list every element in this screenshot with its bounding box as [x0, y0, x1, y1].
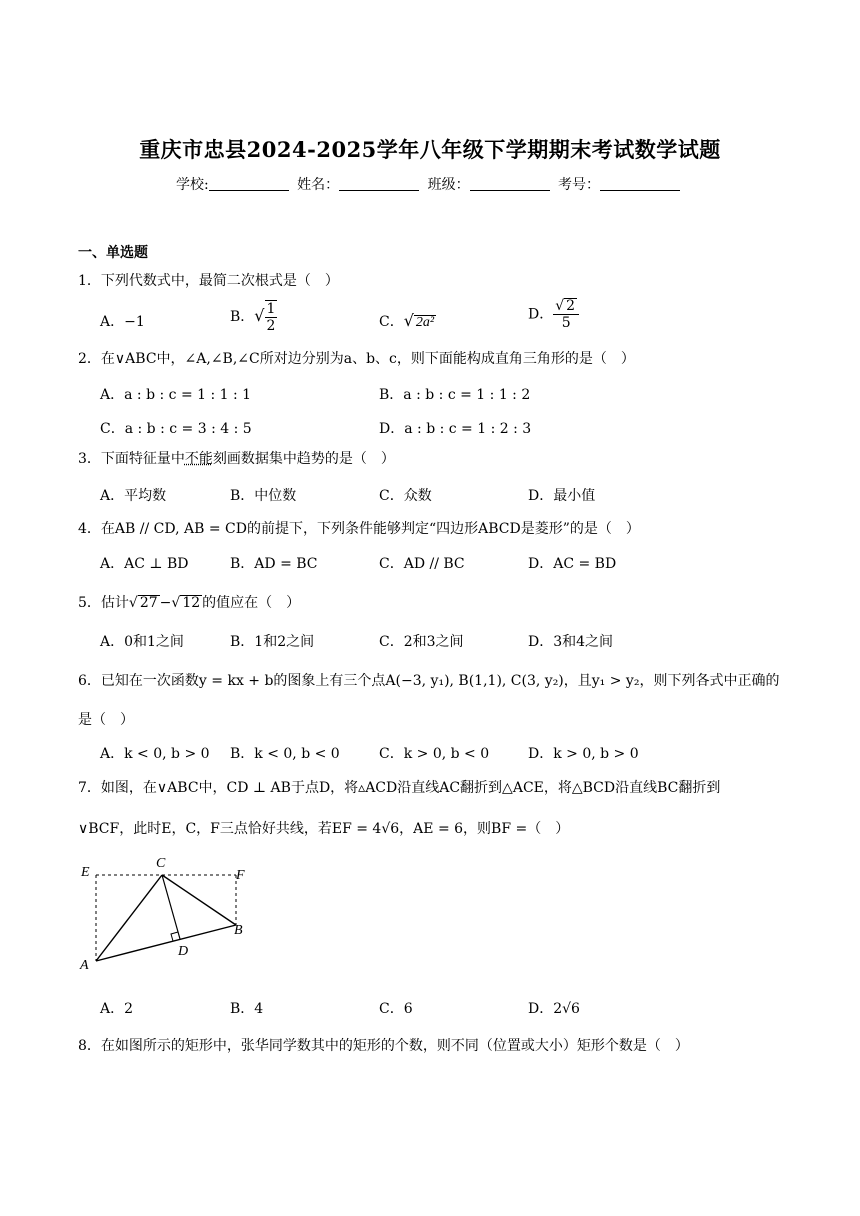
- q5-option-d[interactable]: D．3和4之间: [528, 634, 614, 650]
- q3-option-a[interactable]: A．平均数: [100, 488, 167, 504]
- q6-option-c[interactable]: C．k > 0, b < 0: [379, 746, 490, 762]
- question-text: 在AB // CD, AB = CD的前提下，下列条件能够判定“四边形ABCD是菱形”的是（ ）: [100, 521, 640, 537]
- q7-option-d[interactable]: D．2√6: [528, 1001, 580, 1017]
- question-number: 2．: [78, 351, 101, 367]
- question-6: [78, 670, 779, 690]
- question-number: 7．: [78, 780, 101, 796]
- question-text: 的值应在（ ）: [202, 595, 301, 611]
- question-1: [78, 270, 339, 290]
- question-number: 8．: [78, 1038, 101, 1054]
- q3-option-d[interactable]: D．最小值: [528, 488, 596, 504]
- fraction: [553, 298, 579, 331]
- option-letter: C．: [379, 314, 404, 330]
- q4-option-b[interactable]: B．AD = BC: [230, 556, 318, 572]
- q4-option-c[interactable]: C．AD // BC: [379, 556, 465, 572]
- question-4: [78, 518, 640, 538]
- sqrt-icon: √: [254, 306, 265, 325]
- q3-option-c[interactable]: C．众数: [379, 488, 432, 504]
- school-blank[interactable]: [209, 176, 289, 191]
- question-6-cont: 是（ ）: [78, 712, 134, 728]
- question-number: 1．: [78, 273, 101, 289]
- q4-option-d[interactable]: D．AC = BD: [528, 556, 617, 572]
- figure-label-c: C: [156, 856, 166, 871]
- question-5: [78, 592, 300, 612]
- exam-no-blank[interactable]: [600, 176, 680, 191]
- q2-option-d[interactable]: D．a : b : c = 1 : 2 : 3: [379, 421, 532, 437]
- class-label: 班级：: [427, 177, 470, 193]
- question-text: 已知在一次函数y = kx + b的图象上有三个点A(−3, y₁), B(1,1), C(3, y₂)，且y₁ > y₂，则下列各式中正确的: [100, 673, 780, 689]
- sqrt-icon: √: [171, 595, 181, 611]
- emphasis-text: 不能: [184, 451, 213, 467]
- section-heading: 一、单选题: [78, 245, 148, 261]
- q6-option-b[interactable]: B．k < 0, b < 0: [230, 746, 340, 762]
- question-text: 在如图所示的矩形中，张华同学数其中的矩形的个数，则不同（位置或大小）矩形个数是（ ）: [100, 1038, 689, 1054]
- exam-no-label: 考号：: [558, 177, 601, 193]
- question-text: 估计: [100, 595, 129, 611]
- question-3: [78, 448, 395, 468]
- minus-sign: −: [159, 595, 172, 611]
- line-ac: [96, 875, 162, 961]
- denominator: 5: [561, 315, 571, 331]
- question-text: 在∨ABC中，∠A,∠B,∠C所对边分别为a、b、c，则下面能构成直角三角形的是（ ）: [100, 351, 635, 367]
- q5-option-b[interactable]: B．1和2之间: [230, 634, 315, 650]
- figure-label-e: E: [81, 865, 90, 880]
- name-blank[interactable]: [339, 176, 419, 191]
- figure-label-f: F: [236, 868, 245, 883]
- numerator: [553, 298, 579, 315]
- page-title: 重庆市忠县2024-2025学年八年级下学期期末考试数学试题: [139, 137, 721, 162]
- question-text: 下面特征量中: [100, 451, 185, 467]
- q1-option-c[interactable]: [379, 311, 436, 331]
- q7-option-c[interactable]: C．6: [379, 1001, 413, 1017]
- figure-lines: [96, 875, 236, 961]
- name-label: 姓名：: [297, 177, 340, 193]
- q6-option-a[interactable]: A．k < 0, b > 0: [100, 746, 210, 762]
- school-label: 学校:: [175, 177, 209, 193]
- q7-option-a[interactable]: A．2: [100, 1001, 134, 1017]
- sqrt-icon: √: [403, 311, 414, 330]
- question-text: 刻画数据集中趋势的是（ ）: [212, 451, 395, 467]
- numerator: 1: [266, 301, 276, 317]
- q2-option-b[interactable]: B．a : b : c = 1 : 1 : 2: [379, 387, 531, 403]
- question-7: [78, 777, 720, 797]
- question-text: 下列代数式中，最简二次根式是（ ）: [100, 273, 339, 289]
- figure-label-a: A: [80, 958, 89, 973]
- q1-option-d[interactable]: [528, 298, 579, 331]
- radicand: 12: [182, 595, 201, 611]
- sqrt-icon: √: [555, 298, 565, 314]
- q5-option-a[interactable]: A．0和1之间: [100, 634, 184, 650]
- question-2: [78, 348, 635, 368]
- q6-option-d[interactable]: D．k > 0, b > 0: [528, 746, 639, 762]
- student-info-line: [0, 174, 860, 194]
- class-blank[interactable]: [470, 176, 550, 191]
- question-8: [78, 1035, 689, 1055]
- q3-option-b[interactable]: B．中位数: [230, 488, 297, 504]
- question-number: 3．: [78, 451, 101, 467]
- question-number: 4．: [78, 521, 101, 537]
- q2-option-a[interactable]: A．a : b : c = 1 : 1 : 1: [100, 387, 252, 403]
- radicand: 2a²: [415, 315, 435, 330]
- q7-option-b[interactable]: B．4: [230, 1001, 264, 1017]
- question-number: 6．: [78, 673, 101, 689]
- question-text: 如图，在∨ABC中，CD ⊥ AB于点D，将▵ACD沿直线AC翻折到△ACE，将△BCD沿直线BC翻折到: [100, 780, 721, 796]
- q1-option-b[interactable]: [230, 300, 277, 334]
- option-letter: D．: [528, 306, 554, 323]
- figure-label-d: D: [178, 944, 189, 959]
- q7-figure: [76, 852, 266, 974]
- question-7-cont: ∨BCF，此时E，C，F三点恰好共线，若EF = 4√6，AE = 6，则BF =（ ）: [78, 821, 570, 837]
- question-number: 5．: [78, 595, 101, 611]
- q4-option-a[interactable]: A．AC ⊥ BD: [100, 556, 189, 572]
- line-ab: [96, 925, 236, 961]
- radicand: 2: [566, 298, 576, 314]
- q5-option-c[interactable]: C．2和3之间: [379, 634, 464, 650]
- fraction: [265, 300, 278, 334]
- q2-option-c[interactable]: C．a : b : c = 3 : 4 : 5: [100, 421, 252, 437]
- radicand: 27: [139, 595, 158, 611]
- denominator: 2: [266, 318, 276, 334]
- figure-label-b: B: [234, 923, 243, 938]
- sqrt-icon: √: [128, 595, 138, 611]
- line-cb: [162, 875, 236, 925]
- option-letter: B．: [230, 309, 255, 325]
- q1-option-a[interactable]: A．−1: [100, 314, 145, 330]
